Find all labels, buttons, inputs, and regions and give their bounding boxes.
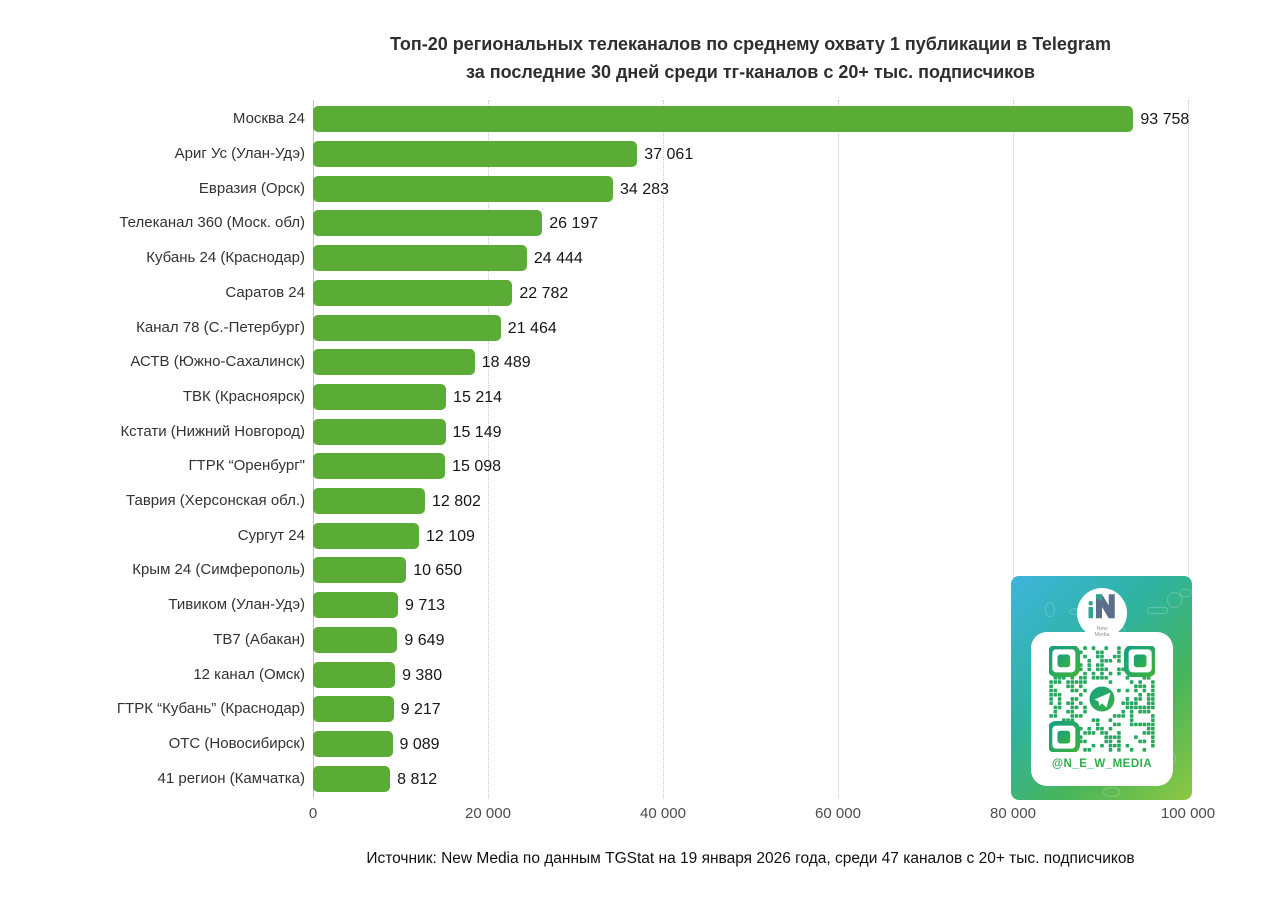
bar — [313, 696, 394, 722]
chart-title-line2: за последние 30 дней среди тг-каналов с 20+ тыс. подписчиков — [466, 62, 1035, 82]
category-label: ТВК (Красноярск) — [182, 387, 305, 405]
gridline — [663, 100, 664, 798]
n-logo-icon — [1087, 594, 1117, 620]
x-tick-label: 20 000 — [465, 805, 511, 822]
value-label: 9 380 — [402, 666, 443, 684]
bar — [313, 176, 613, 202]
x-tick-label: 80 000 — [990, 805, 1036, 822]
category-label: Таврия (Херсонская обл.) — [126, 492, 305, 510]
bar — [313, 384, 446, 410]
category-label: 12 канал (Омск) — [193, 665, 305, 683]
doodle-shape — [1180, 589, 1191, 597]
value-label: 34 283 — [619, 180, 669, 198]
category-label: ТВ7 (Абакан) — [213, 630, 305, 648]
category-label: 41 регион (Камчатка) — [157, 769, 305, 787]
qr-handle: @N_E_W_MEDIA — [1051, 758, 1153, 770]
category-label: Саратов 24 — [225, 283, 305, 301]
bar — [313, 766, 390, 792]
category-label: Канал 78 (С.-Петербург) — [136, 318, 305, 336]
category-label: Евразия (Орск) — [198, 179, 305, 197]
category-label: АСТВ (Южно-Сахалинск) — [130, 353, 305, 371]
logo-text: New Media — [1094, 626, 1110, 638]
category-label: Ариг Ус (Улан-Удэ) — [174, 145, 305, 163]
value-label: 9 217 — [400, 701, 441, 719]
value-label: 26 197 — [549, 215, 599, 233]
source-caption: Источник: New Media по данным TGStat на 19 января 2026 года, среди 47 каналов с 20+ тыс. подписчиков — [366, 850, 1135, 867]
value-label: 24 444 — [533, 250, 583, 268]
value-label: 12 802 — [432, 493, 481, 511]
category-label: Крым 24 (Симферополь) — [132, 561, 305, 579]
telegram-plane-icon — [1089, 686, 1116, 713]
value-label: 37 061 — [644, 146, 694, 164]
bar — [313, 245, 527, 271]
category-label: Телеканал 360 (Моск. обл) — [119, 214, 305, 232]
category-label: Тивиком (Улан-Удэ) — [168, 596, 305, 614]
new-media-logo — [1077, 588, 1127, 638]
category-label: Кубань 24 (Краснодар) — [146, 249, 305, 267]
category-label: Сургут 24 — [237, 526, 305, 544]
value-label: 18 489 — [481, 354, 531, 372]
value-label: 9 649 — [404, 631, 445, 649]
category-label: Кстати (Нижний Новгород) — [120, 422, 305, 440]
bar — [313, 662, 395, 688]
category-label: ГТРК “Оренбург" — [188, 457, 305, 475]
category-label: ГТРК “Кубань” (Краснодар) — [116, 700, 305, 718]
bar — [313, 349, 475, 375]
bar — [313, 141, 637, 167]
bar — [313, 488, 425, 514]
doodle-shape — [1103, 787, 1119, 797]
x-tick-label: 100 000 — [1160, 805, 1216, 822]
category-label: Москва 24 — [232, 110, 305, 128]
value-label: 22 782 — [519, 284, 569, 302]
x-tick-label: 40 000 — [640, 805, 686, 822]
qr-code — [1049, 646, 1155, 752]
bar — [313, 210, 542, 236]
bar — [313, 106, 1133, 132]
bar — [313, 315, 501, 341]
qr-badge — [1011, 576, 1192, 800]
value-label: 9 713 — [404, 597, 446, 615]
bar — [313, 592, 398, 618]
qr-card — [1031, 632, 1173, 786]
value-label: 12 109 — [425, 527, 475, 545]
x-tick-label: 0 — [308, 805, 318, 822]
value-label: 21 464 — [507, 319, 557, 337]
y-axis-line — [313, 100, 314, 798]
value-label: 8 812 — [397, 770, 438, 788]
bar — [313, 557, 406, 583]
bar — [313, 419, 446, 445]
bar — [313, 627, 397, 653]
bar — [313, 523, 419, 549]
category-label: ОТС (Новосибирск) — [168, 734, 305, 752]
value-label: 9 089 — [399, 735, 440, 753]
value-label: 15 214 — [453, 388, 503, 406]
bar — [313, 453, 445, 479]
x-tick-label: 60 000 — [815, 805, 861, 822]
doodle-shape — [1147, 607, 1167, 614]
gridline — [488, 100, 489, 798]
value-label: 10 650 — [413, 562, 463, 580]
bar — [313, 280, 512, 306]
gridline — [838, 100, 839, 798]
chart-title-line1: Топ-20 региональных телеканалов по среднему охвату 1 публикации в Telegram — [390, 34, 1111, 54]
bar — [313, 731, 393, 757]
value-label: 15 098 — [452, 458, 502, 476]
value-label: 15 149 — [452, 423, 502, 441]
doodle-shape — [1045, 602, 1054, 617]
value-label: 93 758 — [1140, 111, 1190, 129]
